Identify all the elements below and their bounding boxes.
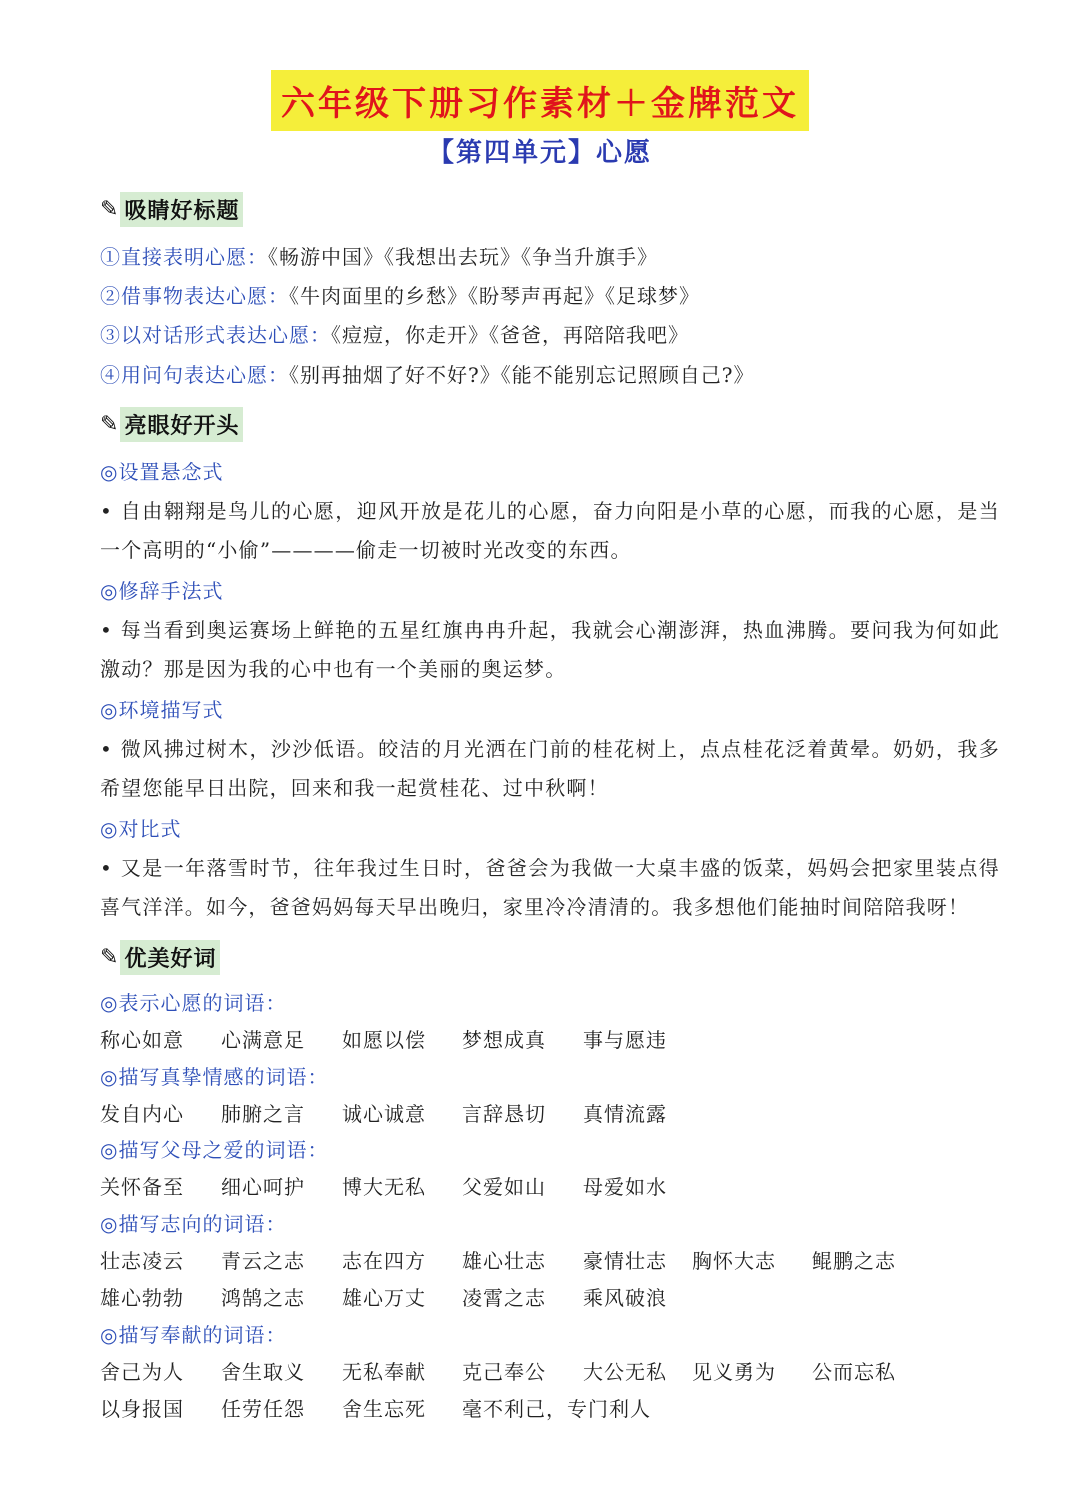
word-group-label: ◎描写父母之爱的词语：: [100, 1138, 329, 1162]
word-item: 大公无私: [583, 1360, 667, 1384]
word-item: 雄心万丈: [342, 1286, 426, 1310]
word-item: 舍己为人: [100, 1360, 184, 1384]
word-item: 心满意足: [221, 1028, 305, 1052]
pencil-icon: ✎: [100, 412, 119, 437]
word-item: 以身报国: [100, 1397, 184, 1421]
title-item-examples: 《畅游中国》《我想出去玩》《争当升旗手》: [268, 245, 658, 269]
word-item: 雄心勃勃: [100, 1286, 184, 1310]
word-item: 青云之志: [221, 1249, 305, 1273]
title-item-examples: 《别再抽烟了好不好?》《能不能别忘记照顾自己?》: [289, 363, 755, 387]
section-heading-titles: [100, 192, 243, 227]
opening-example: • 微风拂过树木，沙沙低语。皎洁的月光洒在门前的桂花树上，点点桂花泛着黄晕。奶奶，我多希望您能早日出院，回来和我一起赏桂花、过中秋啊！: [100, 737, 1000, 800]
opening-example: • 每当看到奥运赛场上鲜艳的五星红旗冉冉升起，我就会心潮澎湃，热血沸腾。要问我为何如此激动？那是因为我的心中也有一个美丽的奥运梦。: [100, 618, 1000, 681]
title-item-label: ③以对话形式表达心愿：: [100, 323, 331, 347]
word-item: 舍生取义: [221, 1360, 305, 1384]
word-item: 克己奉公: [462, 1360, 546, 1384]
title-item-label: ②借事物表达心愿：: [100, 284, 289, 308]
section-heading-words: [100, 940, 220, 975]
word-item: 壮志凌云: [100, 1249, 184, 1273]
word-item: 任劳任怨: [221, 1397, 305, 1421]
word-item: 称心如意: [100, 1028, 184, 1052]
word-item: 梦想成真: [462, 1028, 546, 1052]
title-item: [100, 361, 754, 389]
title-item-label: ④用问句表达心愿：: [100, 363, 289, 387]
word-item: 细心呵护: [221, 1175, 305, 1199]
opening-style-label: ◎修辞手法式: [100, 579, 224, 603]
title-item-examples: 《牛肉面里的乡愁》《盼琴声再起》《足球梦》: [289, 284, 700, 308]
unit-subtitle: [0, 132, 1080, 169]
word-item: 无私奉献: [342, 1360, 426, 1384]
word-item: 言辞恳切: [462, 1102, 546, 1126]
page-title: 六年级下册习作素材＋金牌范文: [271, 70, 809, 131]
section-heading-text: 优美好词: [120, 940, 220, 975]
word-item: 雄心壮志: [462, 1249, 546, 1273]
opening-style-label: ◎对比式: [100, 817, 182, 841]
word-group-label: ◎描写真挚情感的词语：: [100, 1065, 329, 1089]
unit-label: 【第四单元】: [427, 138, 596, 168]
section-heading-text: 亮眼好开头: [120, 407, 243, 442]
word-item: 事与愿违: [583, 1028, 667, 1052]
title-item-examples: 《痘痘，你走开》《爸爸，再陪陪我吧》: [331, 323, 689, 347]
title-item-label: ①直接表明心愿：: [100, 245, 268, 269]
word-item: 父爱如山: [462, 1175, 546, 1199]
section-heading-openings: [100, 407, 243, 442]
word-item: 公而忘私: [812, 1360, 896, 1384]
word-item: 母爱如水: [583, 1175, 667, 1199]
word-item: 肺腑之言: [221, 1102, 305, 1126]
opening-style-label: ◎设置悬念式: [100, 460, 224, 484]
word-item: 博大无私: [342, 1175, 426, 1199]
word-item: 发自内心: [100, 1102, 184, 1126]
section-heading-text: 吸睛好标题: [120, 192, 243, 227]
word-item: 志在四方: [342, 1249, 426, 1273]
word-item: 胸怀大志: [692, 1249, 776, 1273]
word-group-label: ◎表示心愿的词语：: [100, 991, 287, 1015]
title-item: [100, 321, 689, 349]
title-item: [100, 282, 700, 310]
word-group-label: ◎描写志向的词语：: [100, 1212, 287, 1236]
word-item: 见义勇为: [692, 1360, 776, 1384]
unit-topic: 心愿: [596, 138, 653, 168]
word-item: 豪情壮志: [583, 1249, 667, 1273]
title-item: [100, 243, 658, 271]
word-item: 关怀备至: [100, 1175, 184, 1199]
word-item: 凌霄之志: [462, 1286, 546, 1310]
word-item: 诚心诚意: [342, 1102, 426, 1126]
opening-style-label: ◎环境描写式: [100, 698, 224, 722]
pencil-icon: ✎: [100, 197, 119, 222]
opening-example: • 又是一年落雪时节，往年我过生日时，爸爸会为我做一大桌丰盛的饭菜，妈妈会把家里装点得喜气洋洋。如今，爸爸妈妈每天早出晚归，家里冷冷清清的。我多想他们能抽时间陪陪我呀！: [100, 856, 1000, 919]
opening-example: • 自由翱翔是鸟儿的心愿，迎风开放是花儿的心愿，奋力向阳是小草的心愿，而我的心愿，是当一个高明的“小偷”————偷走一切被时光改变的东西。: [100, 499, 1000, 562]
word-group-label: ◎描写奉献的词语：: [100, 1323, 287, 1347]
word-item: 如愿以偿: [342, 1028, 426, 1052]
word-item: 毫不利己，专门利人: [462, 1397, 651, 1421]
word-item: 乘风破浪: [583, 1286, 667, 1310]
pencil-icon: ✎: [100, 945, 119, 970]
word-item: 鲲鹏之志: [812, 1249, 896, 1273]
word-item: 鸿鹄之志: [221, 1286, 305, 1310]
title-container: [0, 70, 1080, 131]
word-item: 真情流露: [583, 1102, 667, 1126]
word-item: 舍生忘死: [342, 1397, 426, 1421]
